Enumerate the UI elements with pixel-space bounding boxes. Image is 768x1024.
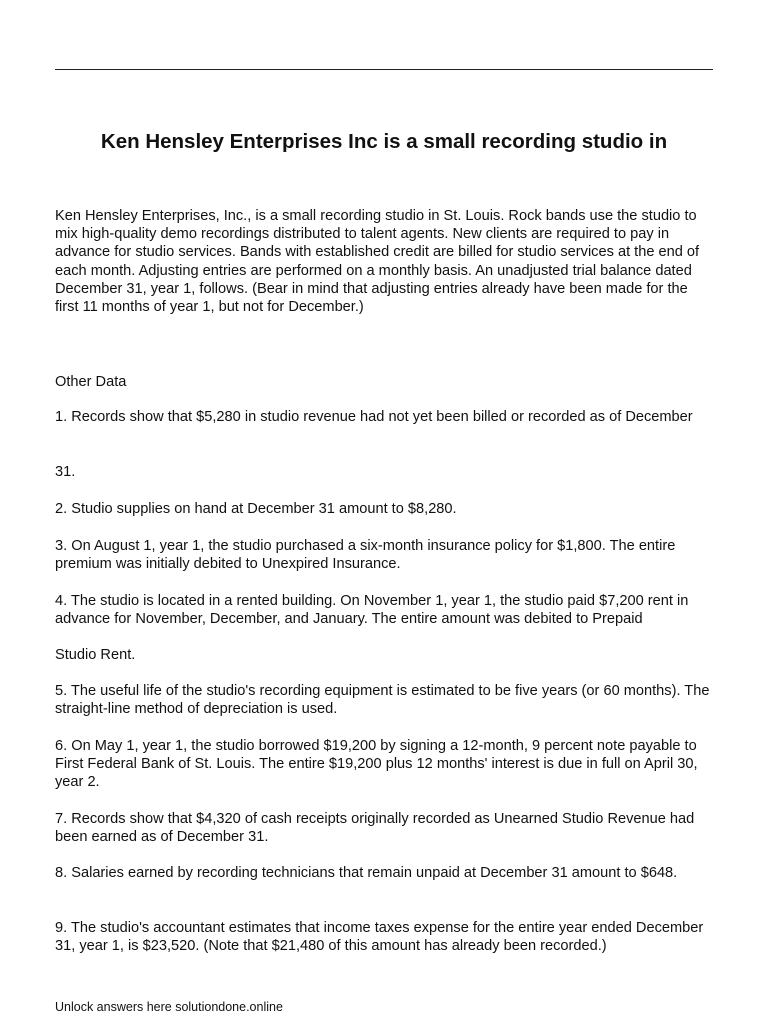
list-item-3: 3. On August 1, year 1, the studio purchased a six-month insurance policy for $1,800. The entire premium was initially debited to Unexpired Insurance. bbox=[55, 538, 676, 573]
list-item-4-continued: Studio Rent. bbox=[55, 647, 136, 663]
intro-paragraph: Ken Hensley Enterprises, Inc., is a small recording studio in St. Louis. Rock bands use the studio to mix high-quality demo recordings distributed to talent agents. New clients are required to pay in advance for studio services. Bands with established credit are billed for studio services at the end of each month. Adjusting entries are performed on a monthly basis. An unadjusted trial balance dated December 31, year 1, follows. (Bear in mind that adjusting entries already have been made for the first 11 months of year 1, but not for December.) bbox=[55, 208, 700, 316]
list-item-8: 8. Salaries earned by recording technicians that remain unpaid at December 31 amount to $648. bbox=[55, 865, 678, 881]
list-item-7: 7. Records show that $4,320 of cash receipts originally recorded as Unearned Studio Revenue had been earned as of December 31. bbox=[55, 811, 695, 846]
list-item-6: 6. On May 1, year 1, the studio borrowed $19,200 by signing a 12-month, 9 percent note payable to First Federal Bank of St. Louis. The entire $19,200 plus 12 months' interest is due in full on April 30, year 2. bbox=[55, 738, 698, 791]
other-data-heading: Other Data bbox=[55, 374, 127, 390]
footer-link-text: Unlock answers here solutiondone.online bbox=[55, 1000, 283, 1014]
list-item-5: 5. The useful life of the studio's recording equipment is estimated to be five years (or 60 months). The straight-line method of depreciation is used. bbox=[55, 683, 710, 718]
list-item-1: 1. Records show that $5,280 in studio revenue had not yet been billed or recorded as of December bbox=[55, 409, 693, 425]
page-title: Ken Hensley Enterprises Inc is a small recording studio in bbox=[100, 130, 668, 153]
list-item-4: 4. The studio is located in a rented building. On November 1, year 1, the studio paid $7,200 rent in advance for November, December, and January. The entire amount was debited to Prepaid bbox=[55, 593, 689, 628]
list-item-2: 2. Studio supplies on hand at December 31 amount to $8,280. bbox=[55, 501, 457, 517]
list-item-1-continued: 31. bbox=[55, 464, 76, 480]
list-item-9: 9. The studio's accountant estimates that income taxes expense for the entire year ended December 31, year 1, is $23,520. (Note that $21,480 of this amount has already been recorded.) bbox=[55, 920, 704, 955]
top-divider bbox=[55, 69, 713, 70]
